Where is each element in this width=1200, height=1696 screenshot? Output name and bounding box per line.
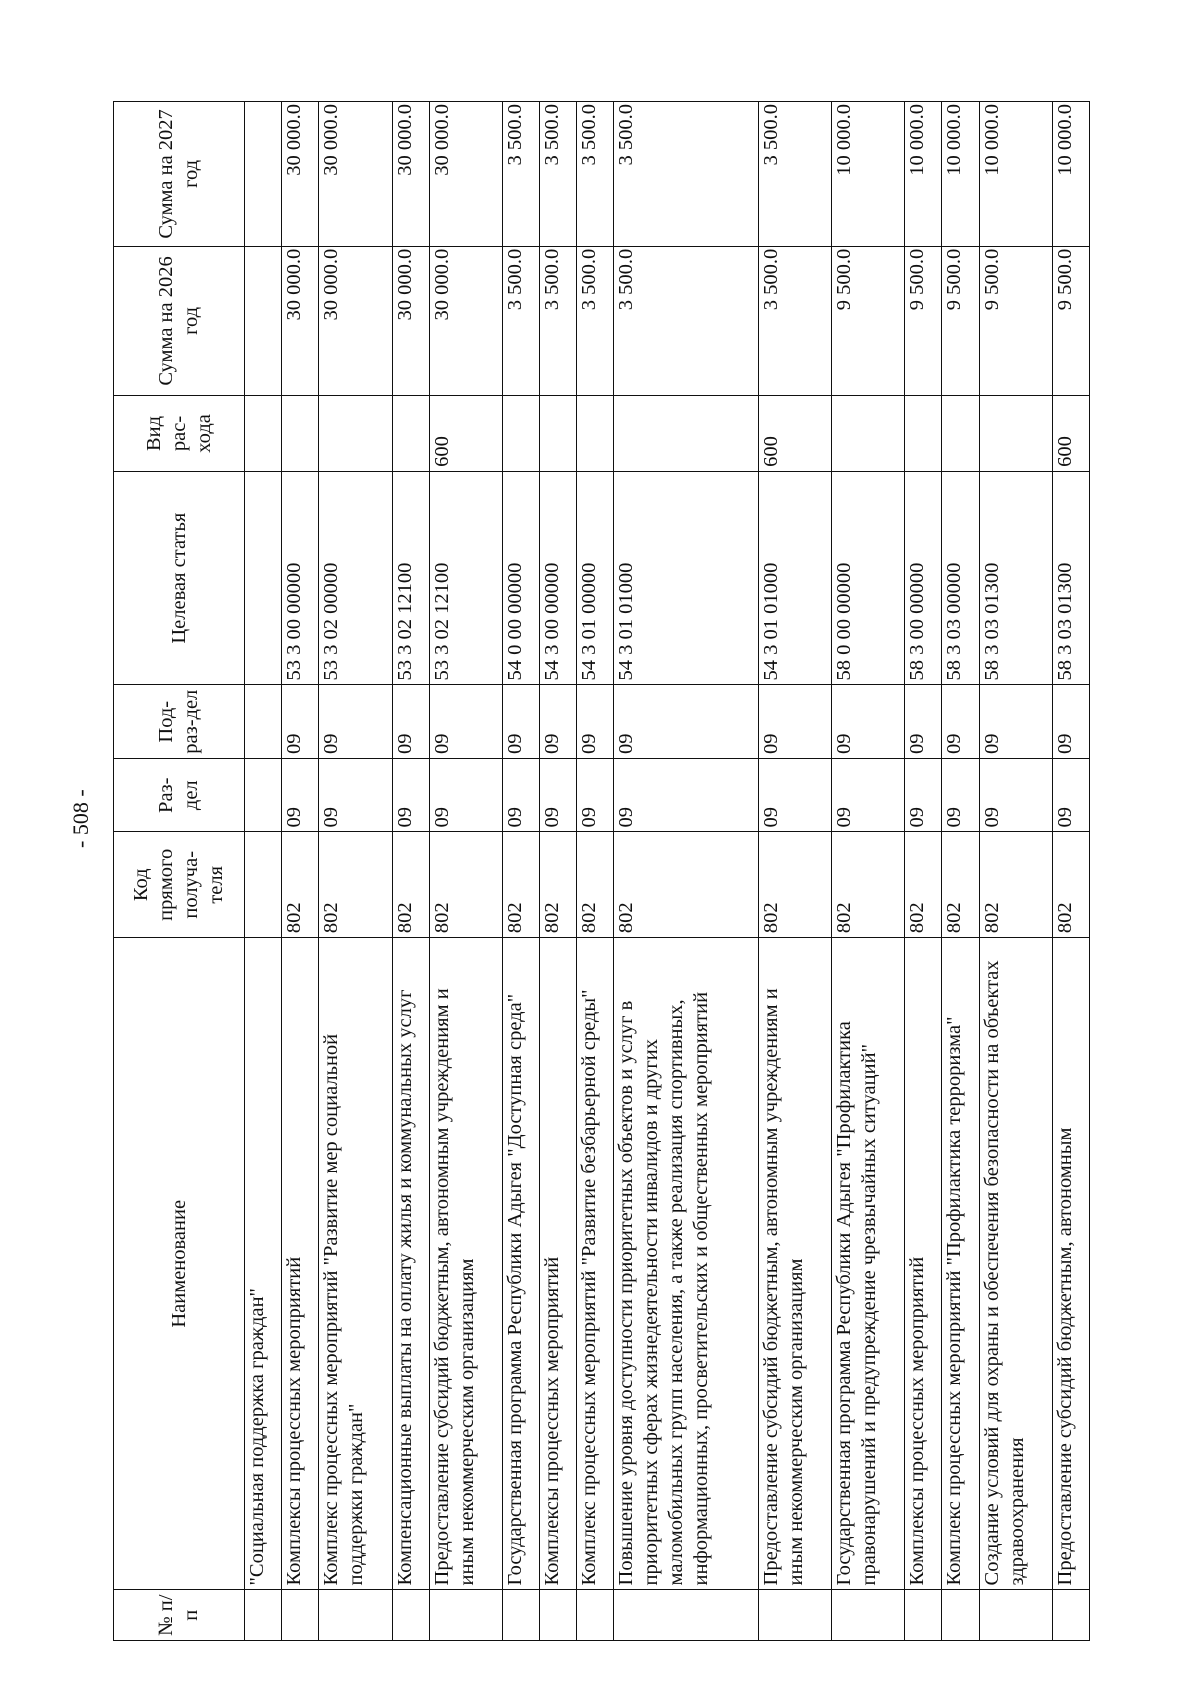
cell-sum-2027: 30 000.0 xyxy=(319,102,392,247)
table-row xyxy=(577,102,614,1641)
cell-subsection: 09 xyxy=(282,685,319,759)
cell-subsection: 09 xyxy=(979,685,1052,759)
table-row xyxy=(245,102,282,1641)
cell-target: 54 3 00 00000 xyxy=(540,471,577,685)
cell-no xyxy=(429,1590,502,1641)
cell-subsection: 09 xyxy=(392,685,429,759)
cell-subsection: 09 xyxy=(759,685,832,759)
cell-expense xyxy=(282,396,319,472)
cell-no xyxy=(905,1590,942,1641)
cell-no xyxy=(392,1590,429,1641)
table-row xyxy=(282,102,319,1641)
cell-section: 09 xyxy=(502,758,539,832)
cell-target xyxy=(245,471,282,685)
cell-target: 53 3 00 00000 xyxy=(282,471,319,685)
table-row xyxy=(540,102,577,1641)
cell-name: Предоставление субсидий бюджетным, автономным учреждениям и иным некоммерческим организациям xyxy=(759,938,832,1590)
cell-recipient: 802 xyxy=(282,832,319,938)
cell-no xyxy=(502,1590,539,1641)
table-row xyxy=(319,102,392,1641)
cell-target: 58 3 03 01300 xyxy=(1052,471,1089,685)
header-sum-2027: Сумма на 2027 год xyxy=(114,102,245,247)
cell-expense xyxy=(245,396,282,472)
cell-name: Комплексы процессных мероприятий xyxy=(540,938,577,1590)
cell-no xyxy=(577,1590,614,1641)
cell-expense xyxy=(392,396,429,472)
table-row xyxy=(502,102,539,1641)
cell-target: 58 3 00 00000 xyxy=(905,471,942,685)
cell-no xyxy=(1052,1590,1089,1641)
table-row xyxy=(429,102,502,1641)
cell-sum-2026: 3 500.0 xyxy=(759,246,832,395)
cell-sum-2027: 10 000.0 xyxy=(979,102,1052,247)
cell-name: Компенсационные выплаты на оплату жилья и коммунальных услуг xyxy=(392,938,429,1590)
cell-subsection: 09 xyxy=(540,685,577,759)
cell-sum-2026: 30 000.0 xyxy=(319,246,392,395)
cell-sum-2026: 9 500.0 xyxy=(979,246,1052,395)
cell-name: Повышение уровня доступности приоритетных объектов и услуг в приоритетных сферах жизнедеятельности инвалидов и других маломобильных групп населения, а также реализация спортивных, информационных, просветительских и общественных мероприятий xyxy=(614,938,759,1590)
cell-name: Государственная программа Республики Адыгея "Доступная среда" xyxy=(502,938,539,1590)
cell-recipient: 802 xyxy=(942,832,979,938)
cell-subsection: 09 xyxy=(905,685,942,759)
cell-subsection: 09 xyxy=(614,685,759,759)
cell-name: Комплексы процессных мероприятий xyxy=(282,938,319,1590)
table-row xyxy=(979,102,1052,1641)
cell-sum-2026: 9 500.0 xyxy=(905,246,942,395)
cell-section xyxy=(245,758,282,832)
cell-sum-2027: 30 000.0 xyxy=(429,102,502,247)
cell-expense xyxy=(502,396,539,472)
cell-no xyxy=(540,1590,577,1641)
cell-target: 53 3 02 00000 xyxy=(319,471,392,685)
cell-sum-2027: 10 000.0 xyxy=(942,102,979,247)
header-subsection: Под-раз-дел xyxy=(114,685,245,759)
cell-subsection: 09 xyxy=(577,685,614,759)
cell-recipient: 802 xyxy=(319,832,392,938)
cell-sum-2026: 30 000.0 xyxy=(392,246,429,395)
cell-expense xyxy=(905,396,942,472)
cell-subsection: 09 xyxy=(942,685,979,759)
cell-recipient: 802 xyxy=(392,832,429,938)
cell-sum-2026: 3 500.0 xyxy=(577,246,614,395)
cell-section: 09 xyxy=(577,758,614,832)
table-header-row xyxy=(114,102,245,1641)
cell-no xyxy=(942,1590,979,1641)
cell-name: Комплексы процессных мероприятий xyxy=(905,938,942,1590)
cell-sum-2027: 10 000.0 xyxy=(905,102,942,247)
cell-recipient xyxy=(245,832,282,938)
page-number: - 508 - xyxy=(68,789,93,848)
cell-name: Комплекс процессных мероприятий "Профилактика терроризма" xyxy=(942,938,979,1590)
cell-sum-2027: 3 500.0 xyxy=(577,102,614,247)
cell-subsection: 09 xyxy=(319,685,392,759)
cell-section: 09 xyxy=(614,758,759,832)
cell-recipient: 802 xyxy=(1052,832,1089,938)
cell-name: Предоставление субсидий бюджетным, автономным xyxy=(1052,938,1089,1590)
header-no: № п/п xyxy=(114,1590,245,1641)
header-sum-2026: Сумма на 2026 год xyxy=(114,246,245,395)
cell-sum-2027 xyxy=(245,102,282,247)
cell-target: 54 0 00 00000 xyxy=(502,471,539,685)
cell-no xyxy=(832,1590,905,1641)
header-section: Раз-дел xyxy=(114,758,245,832)
cell-section: 09 xyxy=(282,758,319,832)
cell-sum-2026: 30 000.0 xyxy=(282,246,319,395)
table-row xyxy=(942,102,979,1641)
cell-sum-2027: 3 500.0 xyxy=(502,102,539,247)
cell-recipient: 802 xyxy=(759,832,832,938)
cell-no xyxy=(614,1590,759,1641)
cell-subsection xyxy=(245,685,282,759)
cell-name: Комплекс процессных мероприятий "Развитие мер социальной поддержки граждан" xyxy=(319,938,392,1590)
cell-no xyxy=(979,1590,1052,1641)
cell-sum-2026: 3 500.0 xyxy=(540,246,577,395)
table-row xyxy=(832,102,905,1641)
cell-expense xyxy=(577,396,614,472)
cell-section: 09 xyxy=(979,758,1052,832)
cell-sum-2026: 9 500.0 xyxy=(832,246,905,395)
cell-sum-2027: 3 500.0 xyxy=(614,102,759,247)
header-name: Наименование xyxy=(114,938,245,1590)
cell-section: 09 xyxy=(832,758,905,832)
cell-expense: 600 xyxy=(1052,396,1089,472)
cell-section: 09 xyxy=(942,758,979,832)
cell-subsection: 09 xyxy=(502,685,539,759)
cell-recipient: 802 xyxy=(832,832,905,938)
cell-sum-2027: 10 000.0 xyxy=(1052,102,1089,247)
cell-target: 53 3 02 12100 xyxy=(429,471,502,685)
cell-sum-2026 xyxy=(245,246,282,395)
cell-subsection: 09 xyxy=(1052,685,1089,759)
cell-sum-2026: 3 500.0 xyxy=(502,246,539,395)
cell-subsection: 09 xyxy=(429,685,502,759)
cell-no xyxy=(319,1590,392,1641)
table-row xyxy=(614,102,759,1641)
cell-target: 54 3 01 01000 xyxy=(759,471,832,685)
cell-recipient: 802 xyxy=(614,832,759,938)
cell-expense xyxy=(319,396,392,472)
header-expense: Вид рас-хода xyxy=(114,396,245,472)
cell-section: 09 xyxy=(905,758,942,832)
cell-section: 09 xyxy=(319,758,392,832)
cell-no xyxy=(759,1590,832,1641)
cell-recipient: 802 xyxy=(540,832,577,938)
cell-sum-2026: 30 000.0 xyxy=(429,246,502,395)
cell-recipient: 802 xyxy=(577,832,614,938)
cell-sum-2026: 9 500.0 xyxy=(942,246,979,395)
cell-sum-2027: 3 500.0 xyxy=(540,102,577,247)
cell-sum-2027: 30 000.0 xyxy=(392,102,429,247)
cell-recipient: 802 xyxy=(979,832,1052,938)
cell-sum-2027: 30 000.0 xyxy=(282,102,319,247)
cell-section: 09 xyxy=(759,758,832,832)
cell-target: 54 3 01 01000 xyxy=(614,471,759,685)
header-target: Целевая статья xyxy=(114,471,245,685)
cell-sum-2026: 3 500.0 xyxy=(614,246,759,395)
cell-section: 09 xyxy=(540,758,577,832)
table-row xyxy=(392,102,429,1641)
cell-name: "Социальная поддержка граждан" xyxy=(245,938,282,1590)
cell-name: Комплекс процессных мероприятий "Развитие безбарьерной среды" xyxy=(577,938,614,1590)
cell-no xyxy=(282,1590,319,1641)
cell-expense xyxy=(979,396,1052,472)
cell-expense: 600 xyxy=(759,396,832,472)
cell-section: 09 xyxy=(1052,758,1089,832)
cell-expense: 600 xyxy=(429,396,502,472)
table-row xyxy=(759,102,832,1641)
cell-sum-2026: 9 500.0 xyxy=(1052,246,1089,395)
cell-no xyxy=(245,1590,282,1641)
cell-target: 58 3 03 00000 xyxy=(942,471,979,685)
cell-target: 58 0 00 00000 xyxy=(832,471,905,685)
cell-subsection: 09 xyxy=(832,685,905,759)
cell-target: 54 3 01 00000 xyxy=(577,471,614,685)
table-row xyxy=(1052,102,1089,1641)
cell-recipient: 802 xyxy=(502,832,539,938)
budget-table xyxy=(113,101,1090,1641)
cell-section: 09 xyxy=(392,758,429,832)
cell-expense xyxy=(942,396,979,472)
cell-expense xyxy=(614,396,759,472)
cell-expense xyxy=(540,396,577,472)
cell-name: Государственная программа Республики Адыгея "Профилактика правонарушений и предупреждение чрезвычайных ситуаций" xyxy=(832,938,905,1590)
table-row xyxy=(905,102,942,1641)
cell-section: 09 xyxy=(429,758,502,832)
cell-recipient: 802 xyxy=(905,832,942,938)
cell-recipient: 802 xyxy=(429,832,502,938)
cell-target: 58 3 03 01300 xyxy=(979,471,1052,685)
cell-name: Предоставление субсидий бюджетным, автономным учреждениям и иным некоммерческим организациям xyxy=(429,938,502,1590)
cell-sum-2027: 3 500.0 xyxy=(759,102,832,247)
budget-table-sheet xyxy=(113,101,1090,1641)
cell-expense xyxy=(832,396,905,472)
cell-target: 53 3 02 12100 xyxy=(392,471,429,685)
cell-name: Создание условий для охраны и обеспечения безопасности на объектах здравоохранения xyxy=(979,938,1052,1590)
cell-sum-2027: 10 000.0 xyxy=(832,102,905,247)
header-recipient: Код прямого получа-теля xyxy=(114,832,245,938)
